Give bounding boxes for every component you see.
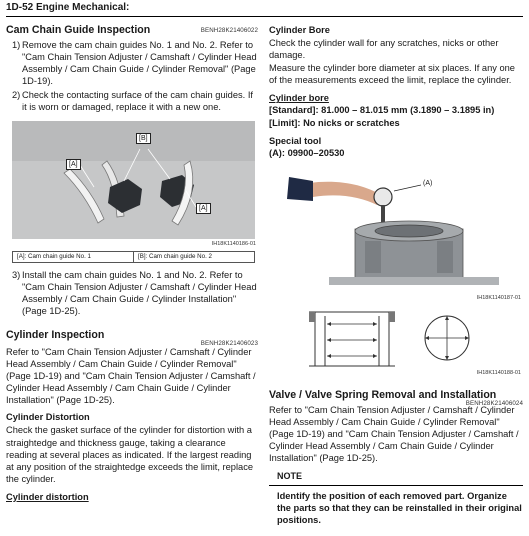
cylinder-bore-text-1: Check the cylinder wall for any scratches, nicks or other damage. [269, 38, 499, 61]
valve-code: BENH28K21406024 [465, 400, 523, 408]
label-a-tool: (A) [423, 179, 433, 187]
cam-chain-code: BENH28K21406022 [200, 27, 258, 34]
right-column [269, 20, 523, 526]
legend-item-b: [B]: Cam chain guide No. 2 [133, 252, 254, 262]
cylinder-inspection-title: Cylinder Inspection [6, 328, 105, 341]
note-box [269, 469, 523, 526]
cylinder-distortion-subtitle: Cylinder distortion [6, 491, 89, 502]
cam-chain-guides-photo [12, 121, 255, 239]
bore-measurement-diagram [269, 306, 521, 378]
cylinder-inspection-text: Refer to "Cam Chain Tension Adjuster / Camshaft / Cylinder Head Assembly / Cam Chain Guide / Cylinder Removal" (Page 1D-19) and "Cam Chain Tension Adjuster / Camshaft / Cylinder Head Assembly / Cam Chain Guide / Cylinder Installation" (Page 1D-25). [6, 346, 256, 406]
cam-chain-title: Cam Chain Guide Inspection [6, 24, 151, 36]
cylinder-bore-title: Cylinder Bore [269, 25, 330, 35]
photo-legend [12, 251, 255, 263]
page-header-title: 1D-52 Engine Mechanical: [6, 2, 130, 13]
cam-chain-step-3 [12, 269, 258, 317]
valve-heading-row [269, 389, 523, 408]
spec-title: Cylinder bore [269, 93, 329, 104]
spec-standard: [Standard]: 81.000 – 81.015 mm (3.1890 – 3.1895 in) [269, 105, 495, 116]
step-number: 1) [12, 40, 21, 50]
cylinder-inspection-code: BENH28K21406023 [200, 339, 258, 347]
cam-chain-step-2 [12, 89, 258, 113]
diagram-id: IH18K1140188-01 [476, 369, 521, 376]
bore-gauge-photo [269, 165, 521, 293]
valve-text: Refer to "Cam Chain Tension Adjuster / Camshaft / Cylinder Head Assembly / Cam Chain Guide / Cylinder Removal" (Page 1D-19) and "Cam Chain Tension Adjuster / Camshaft / Cylinder Head Assembly / Cam Chain Guide / Cylinder Installation" (Page 1D-25). [269, 405, 519, 464]
note-text: Identify the position of each removed part. Organize the parts so that they can be reinstalled in their original positions. [277, 491, 522, 526]
cylinder-bore-text-2: Measure the cylinder bore diameter at six places. If any one of the measurements exceed the limit, replace the cylinder. [269, 63, 515, 86]
cylinder-inspection-heading-row [6, 328, 258, 347]
left-column [6, 20, 258, 503]
label-b: [B] [136, 133, 151, 144]
valve-title: Valve / Valve Spring Removal and Installation [269, 389, 497, 402]
step-text: Install the cam chain guides No. 1 and No. 2. Refer to "Cam Chain Tension Adjuster / Camshaft / Cylinder Head Assembly / Cam Chain Guide / Cylinder Installation" (Page 1D-25). [22, 269, 257, 316]
label-a-left: [A] [66, 159, 81, 170]
bore-photo-id: IH18K1140187-01 [476, 294, 521, 301]
cylinder-distortion-text: Check the gasket surface of the cylinder for distortion with a straightedge and thickness gauge, taking a clearance reading at several places as indicated. If the largest reading at any position of the straightedge exceeds the limit, replace the cylinder. [6, 425, 254, 484]
step-text: Check the contacting surface of the cam chain guides. If it is worn or damaged, replace it with a new one. [22, 90, 254, 113]
note-label: NOTE [269, 469, 523, 486]
cam-chain-heading-row [6, 24, 258, 37]
bore-measurement-illustration [269, 306, 521, 378]
photo-id: IH18K1140186-01 [211, 241, 256, 248]
spec-limit: [Limit]: No nicks or scratches [269, 117, 400, 128]
step-text: Remove the cam chain guides No. 1 and No. 2. Refer to "Cam Chain Tension Adjuster / Camshaft / Cylinder Head Assembly / Cam Chain Guide / Cylinder Removal" (Page 1D-19). [22, 40, 257, 87]
special-tool-title: Special tool [269, 135, 322, 146]
step-number: 3) [12, 269, 21, 280]
cam-chain-step-1 [12, 39, 258, 87]
page-header [6, 0, 523, 17]
bore-gauge-illustration [269, 165, 521, 293]
cylinder-distortion-title: Cylinder Distortion [6, 412, 90, 423]
special-tool-value: (A): 09900–20530 [269, 147, 345, 158]
cam-chain-guides-illustration [12, 121, 255, 239]
step-number: 2) [12, 90, 21, 101]
legend-item-a: [A]: Cam chain guide No. 1 [17, 252, 91, 260]
label-a-right: [A] [196, 203, 211, 214]
